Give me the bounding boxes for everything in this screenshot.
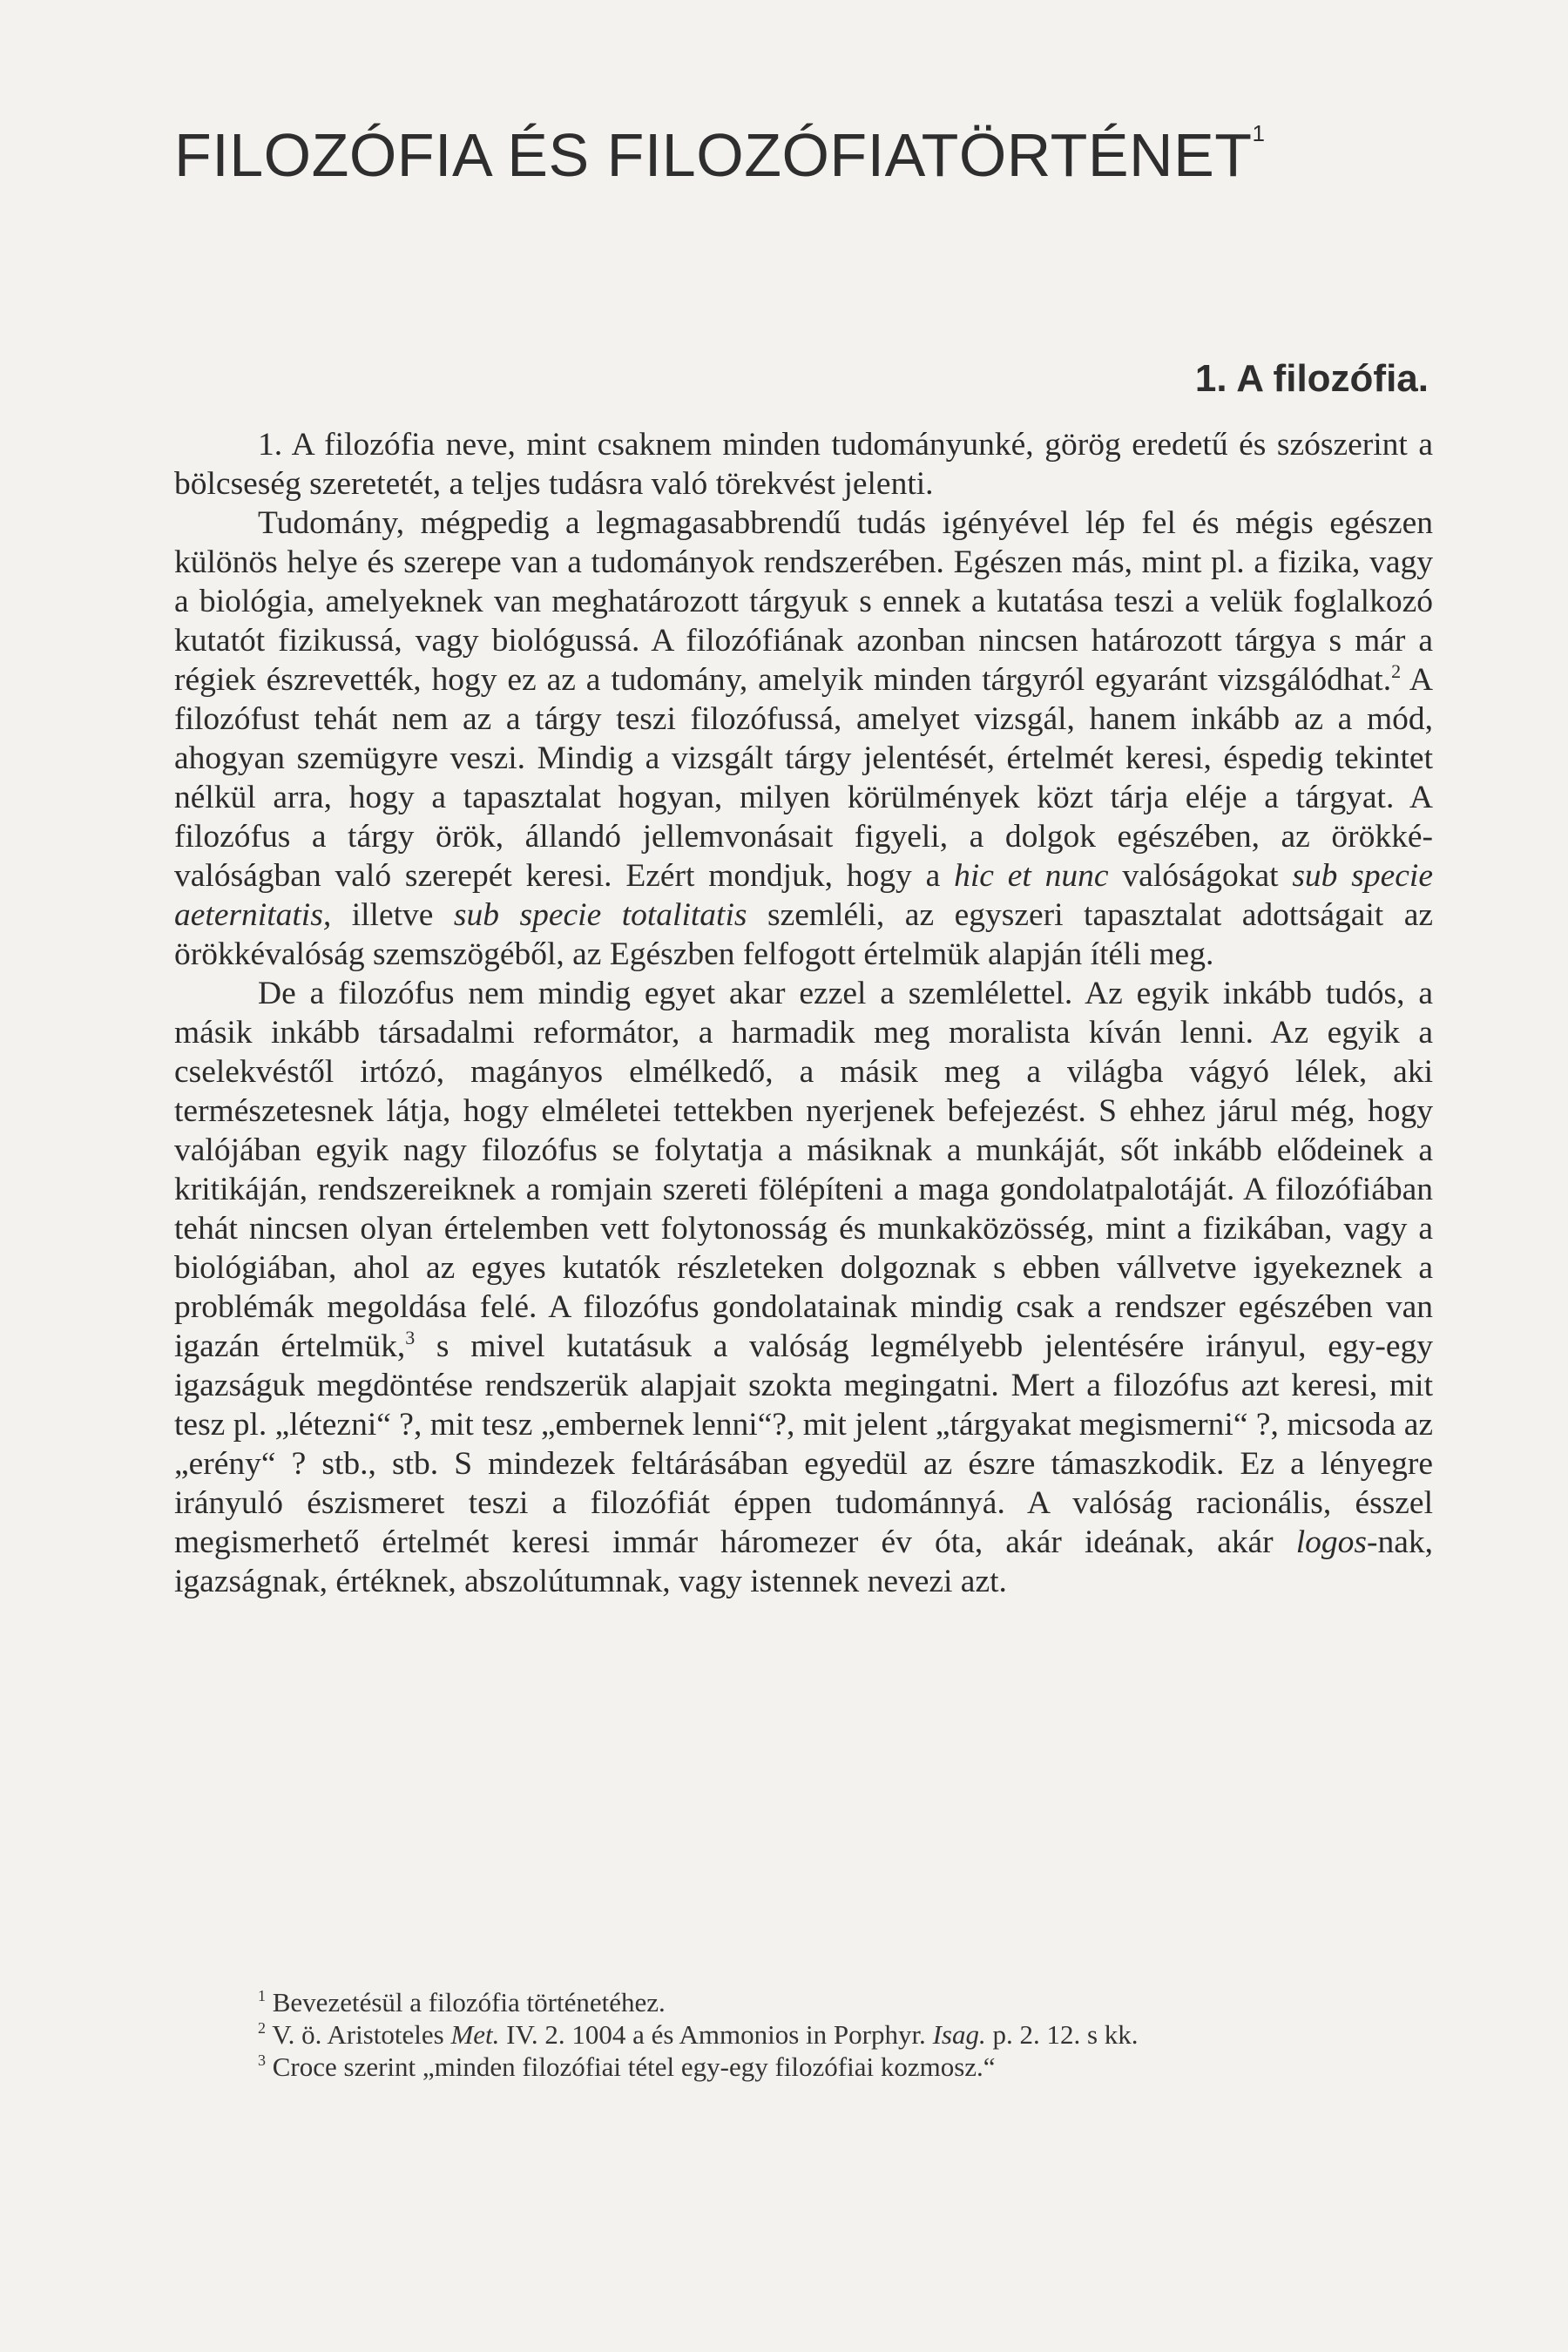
footnote-1-text: Bevezetésül a filozófia történetéhez. — [266, 1987, 666, 2017]
footnote-2-text-b: IV. 2. 1004 a és Ammonios in Porphyr. — [499, 2019, 933, 2050]
footnote-3-marker: 3 — [258, 2051, 266, 2069]
page-title — [174, 120, 1266, 190]
body-text — [174, 425, 1433, 1601]
footnote-2 — [174, 2018, 1433, 2051]
paragraph-3-text-c: -nak, igazságnak, értéknek, abszolútumnak, vagy istennek nevezi azt. — [174, 1524, 1433, 1599]
italic-met: Met. — [450, 2019, 500, 2050]
italic-logos: logos — [1295, 1524, 1367, 1560]
paragraph-3-text-a: De a filozófus nem mindig egyet akar ezzel a szemlélettel. Az egyik inkább tudós, a másik inkább társadalmi reformátor, a harmadik meg moralista kíván lenni. Az egyik a cselekvéstől irtózó, magányos elmélkedő, a másik meg a világba vágyó lélek, aki természetesnek látja, hogy elméletei tettekben nyerjenek befejezést. S ehhez járul még, hogy valójában egyik nagy filozófus se folytatja a másiknak a munkáját, sőt inkább elődeinek a kritikáján, rendszereiknek a romjain szereti fölépíteni a maga gondolatpalotáját. A filozófiában tehát nincsen olyan értelemben vett folytonosság és munkaközösség, mint a fizikában, vagy a biológiában, ahol az egyes kutatók részleteken dolgoznak s ebben vállvetve igyekeznek a problémák megoldása felé. A filozófus gondolatainak mindig csak a rendszer egészében van igazán értelmük, — [174, 976, 1433, 1364]
italic-isag: Isag. — [932, 2019, 986, 2050]
footnote-2-marker: 2 — [258, 2019, 266, 2037]
footnote-marker-2: 2 — [1391, 660, 1402, 682]
footnote-marker-3: 3 — [405, 1327, 416, 1348]
paragraph-2-text-a: Tudomány, mégpedig a legmagasabbrendű tudás igényével lép fel és mégis egészen különös helye és szerepe van a tudományok rendszerében. Egészen más, mint pl. a fizika, vagy a biológia, amelyeknek van meghatározott tárgyuk s ennek a kutatása teszi a velük foglalkozó kutatót fizikussá, vagy biológussá. A filozófiának azonban nincsen határozott tárgya s már a régiek észrevették, hogy ez az a tudomány, amelyik minden tárgyról egyaránt vizsgálódhat. — [174, 505, 1433, 698]
footnote-1-marker: 1 — [258, 1987, 266, 2004]
title-text: FILOZÓFIA ÉS FILOZÓFIATÖRTÉNET — [174, 121, 1253, 189]
paragraph-2-text-c: valóságokat — [1108, 858, 1293, 894]
footnote-2-text-c: p. 2. 12. s kk. — [985, 2019, 1139, 2050]
section-heading: 1. A filozófia. — [1194, 357, 1429, 400]
paragraph-1 — [174, 425, 1433, 504]
paragraph-3-text-b: s mivel kutatásuk a valóság legmélyebb jelentésére irányul, egy-egy igazságuk megdöntése rendszerük alapjait szokta megingatni. Mert a filozófus azt keresi, mit tesz pl. „létezni“ ?, mit tesz „embernek lenni“?, mit jelent „tárgyakat megismerni“ ?, micsoda az „erény“ ? stb., stb. S mindezek feltárásában egyedül az észre támaszkodik. Ez a lényegre irányuló észismeret teszi a filozófiát éppen tudománnyá. A valóság racionális, ésszel megismerhető értelmét keresi immár háromezer év óta, akár ideának, akár — [174, 1328, 1434, 1560]
footnote-3 — [174, 2051, 1433, 2083]
paragraph-2 — [174, 504, 1433, 974]
title-footnote-marker: 1 — [1252, 120, 1266, 146]
paragraph-2-text-b: A filozófust tehát nem az a tárgy teszi filozófussá, amelyet vizsgál, hanem inkább az a mód, ahogyan szemügyre veszi. Mindig a vizsgált tárgy jelentését, értelmét keresi, éspedig tekintet nélkül arra, hogy a tapasztalat hogyan, milyen körülmények közt tárja eléje a tárgyat. A filozófus a tárgy örök, állandó jellemvonásait figyeli, a dolgok egészében, az örökké-valóságban való szerepét keresi. Ezért mondjuk, hogy a — [174, 662, 1434, 894]
footnote-3-text: Croce szerint „minden filozófiai tétel egy-egy filozófiai kozmosz.“ — [266, 2051, 996, 2082]
italic-sub-specie-totalitatis: sub specie totalitatis — [453, 897, 747, 933]
paragraph-1-text: 1. A filozófia neve, mint csaknem minden tudományunké, görög eredetű és szószerint a bölcseség szeretetét, a teljes tudásra való törekvést jelenti. — [174, 427, 1433, 502]
footnotes — [174, 1986, 1433, 2083]
paragraph-2-text-d: illetve — [331, 897, 454, 933]
footnote-2-text-a: V. ö. Aristoteles — [266, 2019, 451, 2050]
italic-hic-et-nunc: hic et nunc — [954, 858, 1109, 894]
italic-sub-specie-aeternitatis: sub specie aeternitatis, — [174, 858, 1433, 933]
footnote-1 — [174, 1986, 1433, 2018]
paragraph-3 — [174, 974, 1433, 1601]
paragraph-2-text-e: szemléli, az egyszeri tapasztalat adottságait az örökkévalóság szemszögéből, az Egészben felfogott értelmük alapján ítéli meg. — [174, 897, 1433, 972]
